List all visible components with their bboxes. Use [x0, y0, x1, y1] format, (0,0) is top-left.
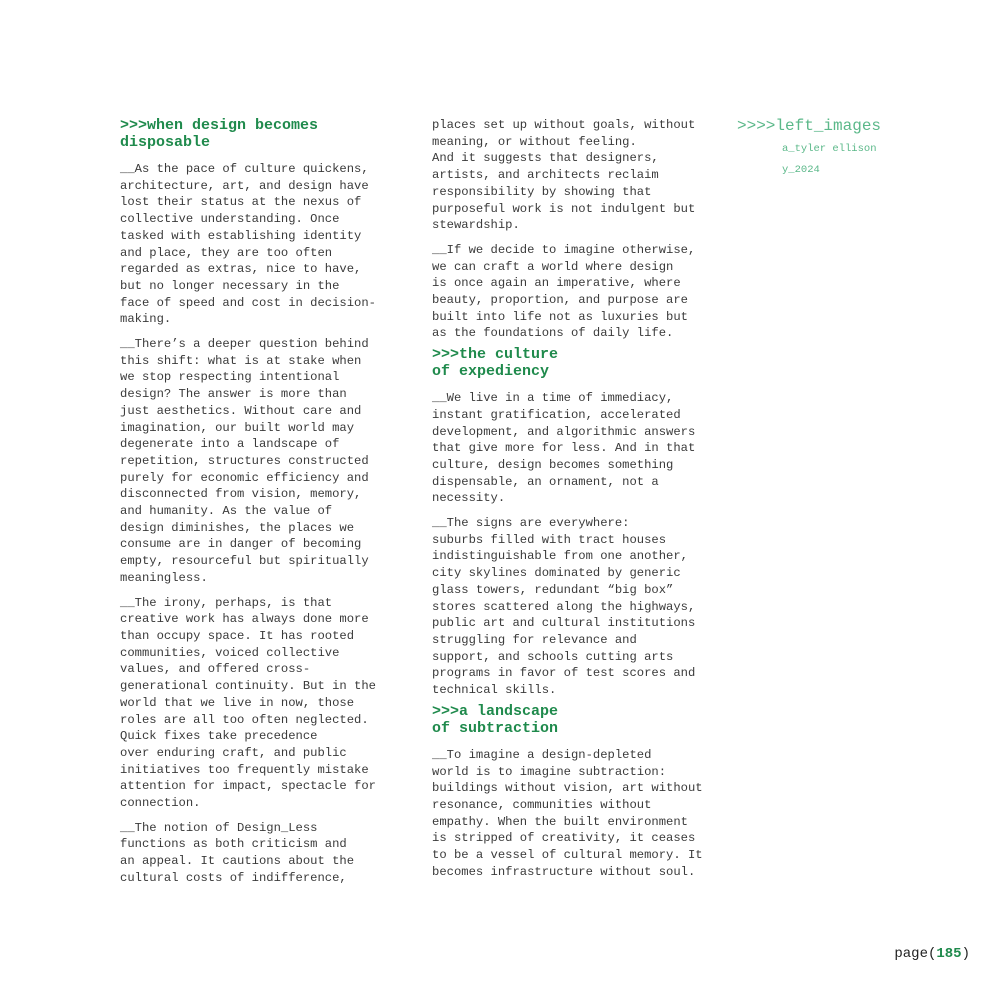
page-number-suffix: ): [961, 946, 970, 962]
spacer: [120, 151, 402, 161]
paragraph-culture-quickens: __As the pace of culture quickens, architecture, art, and design have lost their status at the nexus of collective understanding. Once tasked with establishing identity and place, they are too often regarded as extras, nice to have, but no longer necessary in the face of speed and cost in decision- making.: [120, 162, 376, 327]
heading-when-design-becomes-disposable: >>>when design becomes disposable: [120, 117, 319, 151]
spacer: [432, 507, 722, 515]
sidebar-title: >>>>left_images: [737, 117, 882, 135]
paragraph-notion-design-less: __The notion of Design_Less functions as both criticism and an appeal. It cautions about the cultural costs of indifference,: [120, 820, 355, 885]
paragraph-places-without-goals: places set up without goals, without meaning, or without feeling. And it suggests that designers, artists, and architects reclaim responsibility by showing that purposeful work is not indulgent but stewardship.: [432, 118, 696, 233]
author-credit: a_tyler ellison: [782, 143, 877, 155]
spacer: [432, 234, 722, 242]
column-left: [120, 117, 402, 887]
spacer: [120, 328, 402, 336]
page-number-value: 185: [936, 946, 962, 962]
spacer: [120, 587, 402, 595]
heading-landscape-of-subtraction: >>>a landscape of subtraction: [432, 702, 559, 737]
sidebar-credits: [737, 117, 937, 181]
year-credit: y_2024: [782, 164, 820, 176]
paragraph-signs-everywhere: __The signs are everywhere: suburbs filled with tract houses indistinguishable from one another, city skylines dominated by generic glass towers, redundant “big box” stores scattered along the highways, public art and cultural institutions struggling for relevance and support, and schools cutting arts programs in favor of test scores and technical skills.: [432, 516, 696, 698]
paragraph-irony: __The irony, perhaps, is that creative work has always done more than occupy space. It has rooted communities, voiced collective values, and offered cross- generational continuity. But in the world that we live in now, those roles are all too often neglected. Quick fixes take precedence over enduring craft, and public initiatives too frequently mistake attention for impact, spectacle for connection.: [120, 595, 376, 811]
spacer: [432, 737, 722, 747]
paragraph-time-of-immediacy: __We live in a time of immediacy, instant gratification, accelerated development, and algorithmic answers that give more for less. And in that culture, design becomes something dispensable, an ornament, not a necessity.: [432, 391, 696, 506]
paragraph-deeper-question: __There’s a deeper question behind this shift: what is at stake when we stop respecting intentional design? The answer is more than just aesthetics. Without care and imagination, our built world may degenerate into a landscape of repetition, structures constructed purely for economic efficiency and disconnected from vision, memory, and humanity. As the value of design diminishes, the places we consume are in danger of becoming empty, resourceful but spiritually meaningless.: [120, 337, 369, 585]
paragraph-design-depleted-world: __To imagine a design-depleted world is to imagine subtraction: buildings without vision, art without resonance, communities without empathy. When the built environment is stripped of creativity, it ceases to be a vessel of cultural memory. It becomes infrastructure without soul.: [432, 747, 703, 879]
paragraph-imagine-otherwise: __If we decide to imagine otherwise, we can craft a world where design is once again an imperative, where beauty, proportion, and purpose are built into life not as luxuries but as the foundations of daily life.: [432, 242, 696, 341]
heading-culture-of-expediency: >>>the culture of expediency: [432, 346, 559, 381]
page-number: [894, 946, 970, 962]
column-middle: [432, 117, 722, 880]
page-number-prefix: page(: [894, 946, 937, 962]
spacer: [432, 380, 722, 390]
spacer: [120, 812, 402, 820]
